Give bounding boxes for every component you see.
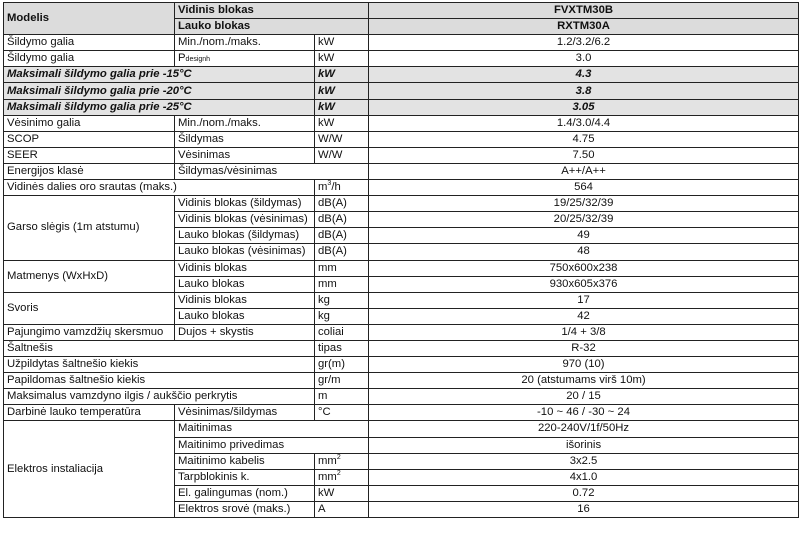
row-unit: A	[315, 501, 369, 517]
row-unit: kW	[315, 99, 369, 115]
unit-superscript: 2	[336, 470, 341, 477]
row-value: 20 (atstumams virš 10m)	[369, 373, 799, 389]
row-unit: coliai	[315, 324, 369, 340]
table-row	[4, 292, 799, 308]
table-row	[4, 260, 799, 276]
row-value: 17	[369, 292, 799, 308]
row-sublabel: Vidinis blokas (šildymas)	[175, 196, 315, 212]
row-value: išorinis	[369, 437, 799, 453]
row-sublabel: Vėsinimas/šildymas	[175, 405, 315, 421]
table-row	[4, 163, 799, 179]
spec-table	[3, 2, 799, 518]
row-unit	[315, 180, 369, 196]
unit-main: mm	[318, 470, 337, 483]
row-sublabel: Vidinis blokas (vėsinimas)	[175, 212, 315, 228]
row-label: SEER	[4, 147, 175, 163]
row-value: 1.4/3.0/4.4	[369, 115, 799, 131]
table-row	[4, 421, 799, 437]
row-label: Maksimalus vamzdyno ilgis / aukščio perkrytis	[4, 389, 315, 405]
row-label: Elektros instaliacija	[4, 421, 175, 518]
model-header: Modelis	[4, 3, 175, 35]
unit-tail: /h	[331, 181, 341, 194]
row-sublabel: Lauko blokas	[175, 308, 315, 324]
header-row-indoor	[4, 3, 799, 19]
table-row-highlight	[4, 99, 799, 115]
row-sublabel: Šildymas	[175, 131, 315, 147]
indoor-unit-label: Vidinis blokas	[175, 3, 369, 19]
row-unit: kW	[315, 485, 369, 501]
table-row	[4, 51, 799, 67]
row-unit	[315, 453, 369, 469]
row-value: R-32	[369, 340, 799, 356]
table-row-highlight	[4, 83, 799, 99]
row-sublabel: Maitinimas	[175, 421, 369, 437]
row-value: 42	[369, 308, 799, 324]
unit-superscript: 3	[327, 180, 332, 188]
row-value: 4x1.0	[369, 469, 799, 485]
row-label: Šaltnešis	[4, 340, 315, 356]
row-label: Šildymo galia	[4, 35, 175, 51]
row-value: 930x605x376	[369, 276, 799, 292]
row-label: Maksimali šildymo galia prie -20°C	[4, 83, 315, 99]
row-unit: W/W	[315, 131, 369, 147]
pdesignh-subscript: designh	[185, 55, 211, 63]
row-value: -10 ~ 46 / -30 ~ 24	[369, 405, 799, 421]
row-sublabel: Dujos + skystis	[175, 324, 315, 340]
row-label: SCOP	[4, 131, 175, 147]
table-row	[4, 389, 799, 405]
row-sublabel	[175, 51, 315, 67]
row-sublabel: Šildymas/vėsinimas	[175, 163, 369, 179]
row-unit: kW	[315, 51, 369, 67]
row-value: 0.72	[369, 485, 799, 501]
row-value: 220-240V/1f/50Hz	[369, 421, 799, 437]
table-row-highlight	[4, 67, 799, 83]
row-sublabel: Min./nom./maks.	[175, 35, 315, 51]
row-unit: kW	[315, 83, 369, 99]
row-sublabel: Maitinimo kabelis	[175, 453, 315, 469]
row-value: 564	[369, 180, 799, 196]
row-sublabel: Vidinis blokas	[175, 292, 315, 308]
table-row	[4, 180, 799, 196]
row-label: Maksimali šildymo galia prie -15°C	[4, 67, 315, 83]
row-unit: °C	[315, 405, 369, 421]
row-unit: mm	[315, 276, 369, 292]
row-value: 20/25/32/39	[369, 212, 799, 228]
table-row	[4, 131, 799, 147]
outdoor-unit-model: RXTM30A	[369, 19, 799, 35]
table-row	[4, 340, 799, 356]
row-label: Vidinės dalies oro srautas (maks.)	[4, 180, 315, 196]
unit-main: mm	[318, 454, 337, 467]
row-unit: mm	[315, 260, 369, 276]
row-value: 16	[369, 501, 799, 517]
row-value: A++/A++	[369, 163, 799, 179]
row-value: 7.50	[369, 147, 799, 163]
row-unit: dB(A)	[315, 228, 369, 244]
row-label: Darbinė lauko temperatūra	[4, 405, 175, 421]
indoor-unit-model: FVXTM30B	[369, 3, 799, 19]
row-sublabel: El. galingumas (nom.)	[175, 485, 315, 501]
row-unit: kg	[315, 308, 369, 324]
row-unit: kg	[315, 292, 369, 308]
row-sublabel: Elektros srovė (maks.)	[175, 501, 315, 517]
row-sublabel: Maitinimo privedimas	[175, 437, 369, 453]
row-unit: dB(A)	[315, 244, 369, 260]
pdesignh-main: P	[178, 51, 186, 64]
table-row	[4, 196, 799, 212]
row-unit: gr(m)	[315, 357, 369, 373]
table-row	[4, 324, 799, 340]
row-sublabel: Lauko blokas (vėsinimas)	[175, 244, 315, 260]
row-value: 19/25/32/39	[369, 196, 799, 212]
row-unit: gr/m	[315, 373, 369, 389]
row-sublabel: Lauko blokas	[175, 276, 315, 292]
table-row	[4, 35, 799, 51]
row-label: Vėsinimo galia	[4, 115, 175, 131]
row-label: Matmenys (WxHxD)	[4, 260, 175, 292]
row-value: 3x2.5	[369, 453, 799, 469]
row-value: 970 (10)	[369, 357, 799, 373]
table-row	[4, 357, 799, 373]
unit-main: m	[318, 181, 328, 194]
row-value: 4.75	[369, 131, 799, 147]
row-unit: tipas	[315, 340, 369, 356]
row-unit: m	[315, 389, 369, 405]
row-value: 4.3	[369, 67, 799, 83]
row-sublabel: Min./nom./maks.	[175, 115, 315, 131]
table-row	[4, 115, 799, 131]
row-label: Pajungimo vamzdžių skersmuo	[4, 324, 175, 340]
row-sublabel: Lauko blokas (šildymas)	[175, 228, 315, 244]
row-value: 1/4 + 3/8	[369, 324, 799, 340]
row-label: Energijos klasė	[4, 163, 175, 179]
row-value: 48	[369, 244, 799, 260]
table-row	[4, 147, 799, 163]
row-label: Užpildytas šaltnešio kiekis	[4, 357, 315, 373]
row-label: Papildomas šaltnešio kiekis	[4, 373, 315, 389]
row-unit: dB(A)	[315, 212, 369, 228]
row-value: 3.05	[369, 99, 799, 115]
row-label: Garso slėgis (1m atstumu)	[4, 196, 175, 260]
row-unit: W/W	[315, 147, 369, 163]
row-unit: kW	[315, 67, 369, 83]
table-row	[4, 405, 799, 421]
row-label: Šildymo galia	[4, 51, 175, 67]
row-value: 20 / 15	[369, 389, 799, 405]
row-label: Maksimali šildymo galia prie -25°C	[4, 99, 315, 115]
row-value: 3.8	[369, 83, 799, 99]
row-unit: kW	[315, 115, 369, 131]
row-sublabel: Tarpblokinis k.	[175, 469, 315, 485]
row-unit: dB(A)	[315, 196, 369, 212]
table-row	[4, 373, 799, 389]
outdoor-unit-label: Lauko blokas	[175, 19, 369, 35]
row-value: 49	[369, 228, 799, 244]
row-label: Svoris	[4, 292, 175, 324]
row-unit: kW	[315, 35, 369, 51]
row-value: 750x600x238	[369, 260, 799, 276]
row-unit	[315, 469, 369, 485]
row-sublabel: Vėsinimas	[175, 147, 315, 163]
row-sublabel: Vidinis blokas	[175, 260, 315, 276]
unit-superscript: 2	[336, 453, 341, 461]
row-value: 1.2/3.2/6.2	[369, 35, 799, 51]
row-value: 3.0	[369, 51, 799, 67]
